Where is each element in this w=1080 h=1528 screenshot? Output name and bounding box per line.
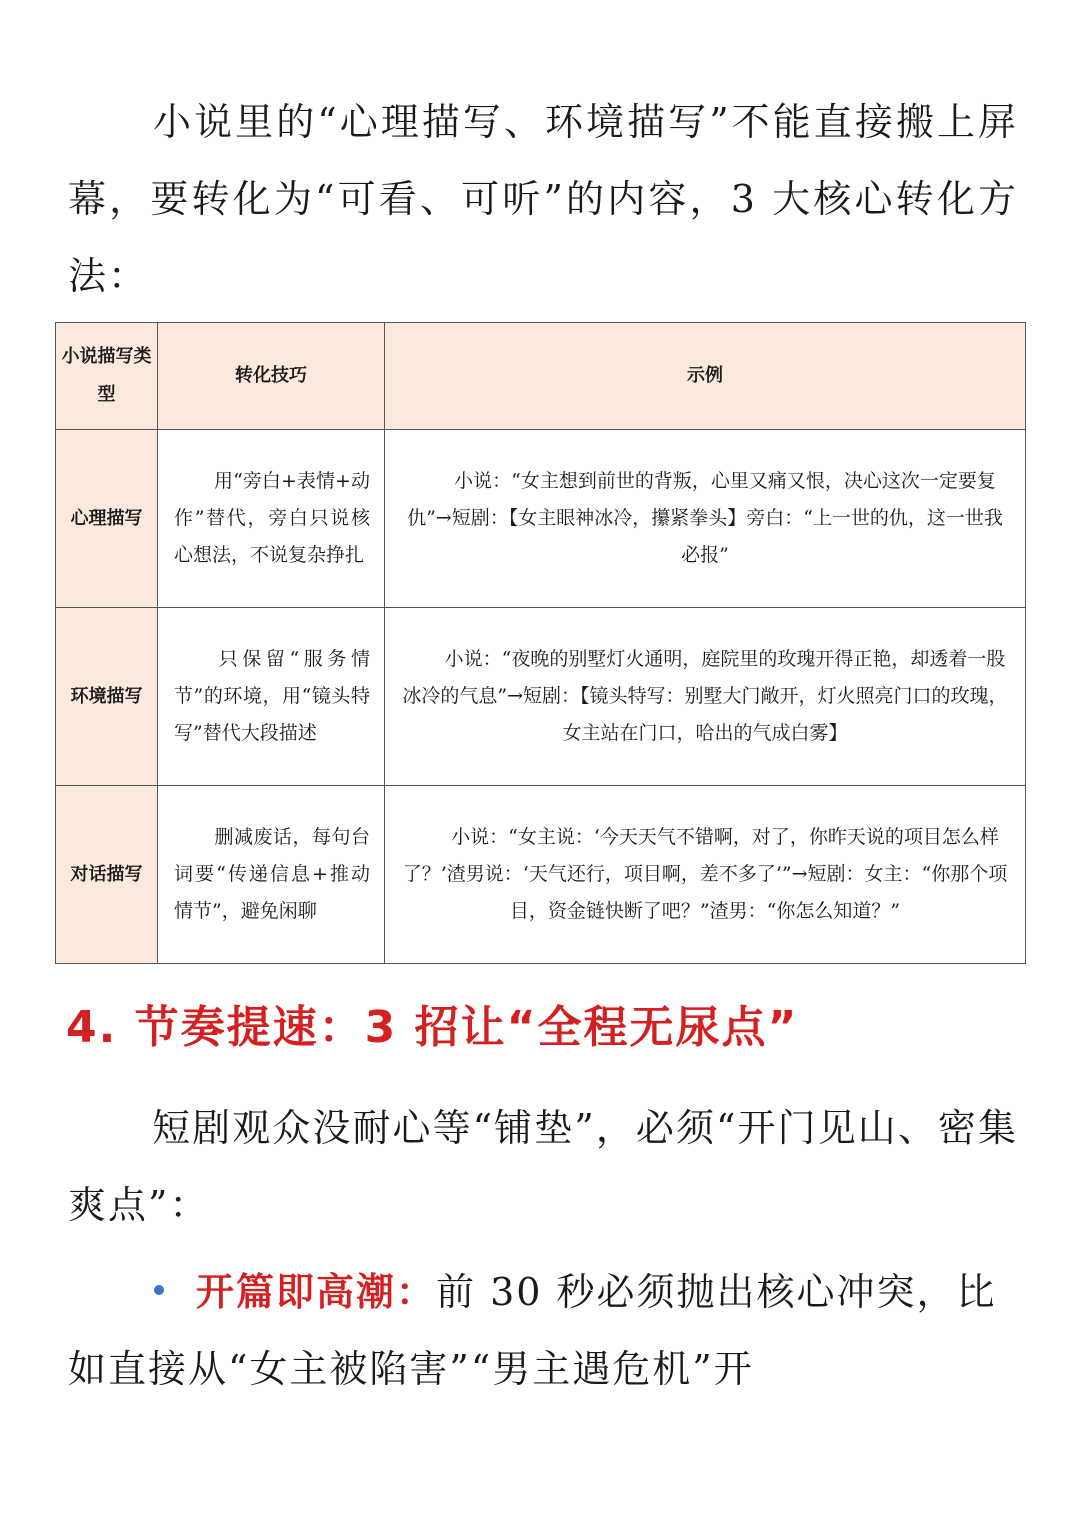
header-technique	[158, 323, 385, 430]
header-example	[385, 323, 1026, 430]
intro-paragraph	[68, 84, 1018, 315]
type-label: 心理描写	[70, 507, 143, 529]
example-cell	[385, 608, 1026, 786]
technique-text: 用“旁白+表情+动作”替代，旁白只说核心想法，不说复杂挣扎	[174, 470, 370, 566]
technique-text: 只保留“服务情节”的环境，用“镜头特写”替代大段描述	[174, 648, 370, 744]
intro-text: 小说里的“心理描写、环境描写”不能直接搬上屏幕，要转化为“可看、可听”的内容，3 大核心转化方法：	[68, 100, 1018, 298]
header-technique-label: 转化技巧	[235, 365, 307, 386]
header-type	[56, 323, 158, 430]
table-row	[56, 608, 1026, 786]
type-label: 对话描写	[70, 863, 143, 885]
table-header-row	[56, 323, 1026, 430]
bullet-text: 前 30 秒必须抛出核心冲突，比如直接从“女主被陷害”“男主遇危机”开	[68, 1270, 997, 1391]
bullet-title: 开篇即高潮：	[196, 1270, 437, 1314]
bullet-item	[68, 1254, 1018, 1408]
conversion-table	[55, 322, 1026, 964]
rhythm-paragraph	[68, 1090, 1018, 1244]
example-text: 小说：“夜晚的别墅灯火通明，庭院里的玫瑰开得正艳，却透着一股冰冷的气息”→短剧：【镜头特写：别墅大门敞开，灯火照亮门口的玫瑰，女主站在门口，哈出的气成白雾】	[402, 648, 1008, 744]
header-example-label: 示例	[687, 365, 723, 386]
example-text: 小说：“女主说：‘今天天气不错啊，对了，你昨天说的项目怎么样了？’渣男说：‘天气还行，项目啊，差不多了’”→短剧：女主：“你那个项目，资金链快断了吧？”渣男：“你怎么知道？”	[402, 826, 1008, 922]
type-cell	[56, 608, 158, 786]
header-type-label: 小说描写类型	[61, 346, 152, 405]
type-cell	[56, 786, 158, 964]
technique-text: 删减废话，每句台词要“传递信息+推动情节”，避免闲聊	[174, 826, 370, 922]
table-row	[56, 786, 1026, 964]
bullet-dot-icon	[154, 1285, 164, 1295]
technique-cell	[158, 608, 385, 786]
section-heading: 4. 节奏提速：3 招让“全程无尿点”	[66, 1002, 799, 1053]
technique-cell	[158, 430, 385, 608]
example-cell	[385, 786, 1026, 964]
type-cell	[56, 430, 158, 608]
type-label: 环境描写	[70, 685, 143, 707]
table-row	[56, 430, 1026, 608]
example-cell	[385, 430, 1026, 608]
technique-cell	[158, 786, 385, 964]
example-text: 小说：“女主想到前世的背叛，心里又痛又恨，决心这次一定要复仇”→短剧：【女主眼神冰冷，攥紧拳头】旁白：“上一世的仇，这一世我必报”	[407, 470, 1003, 566]
rhythm-text: 短剧观众没耐心等“铺垫”，必须“开门见山、密集爽点”：	[68, 1106, 1018, 1227]
